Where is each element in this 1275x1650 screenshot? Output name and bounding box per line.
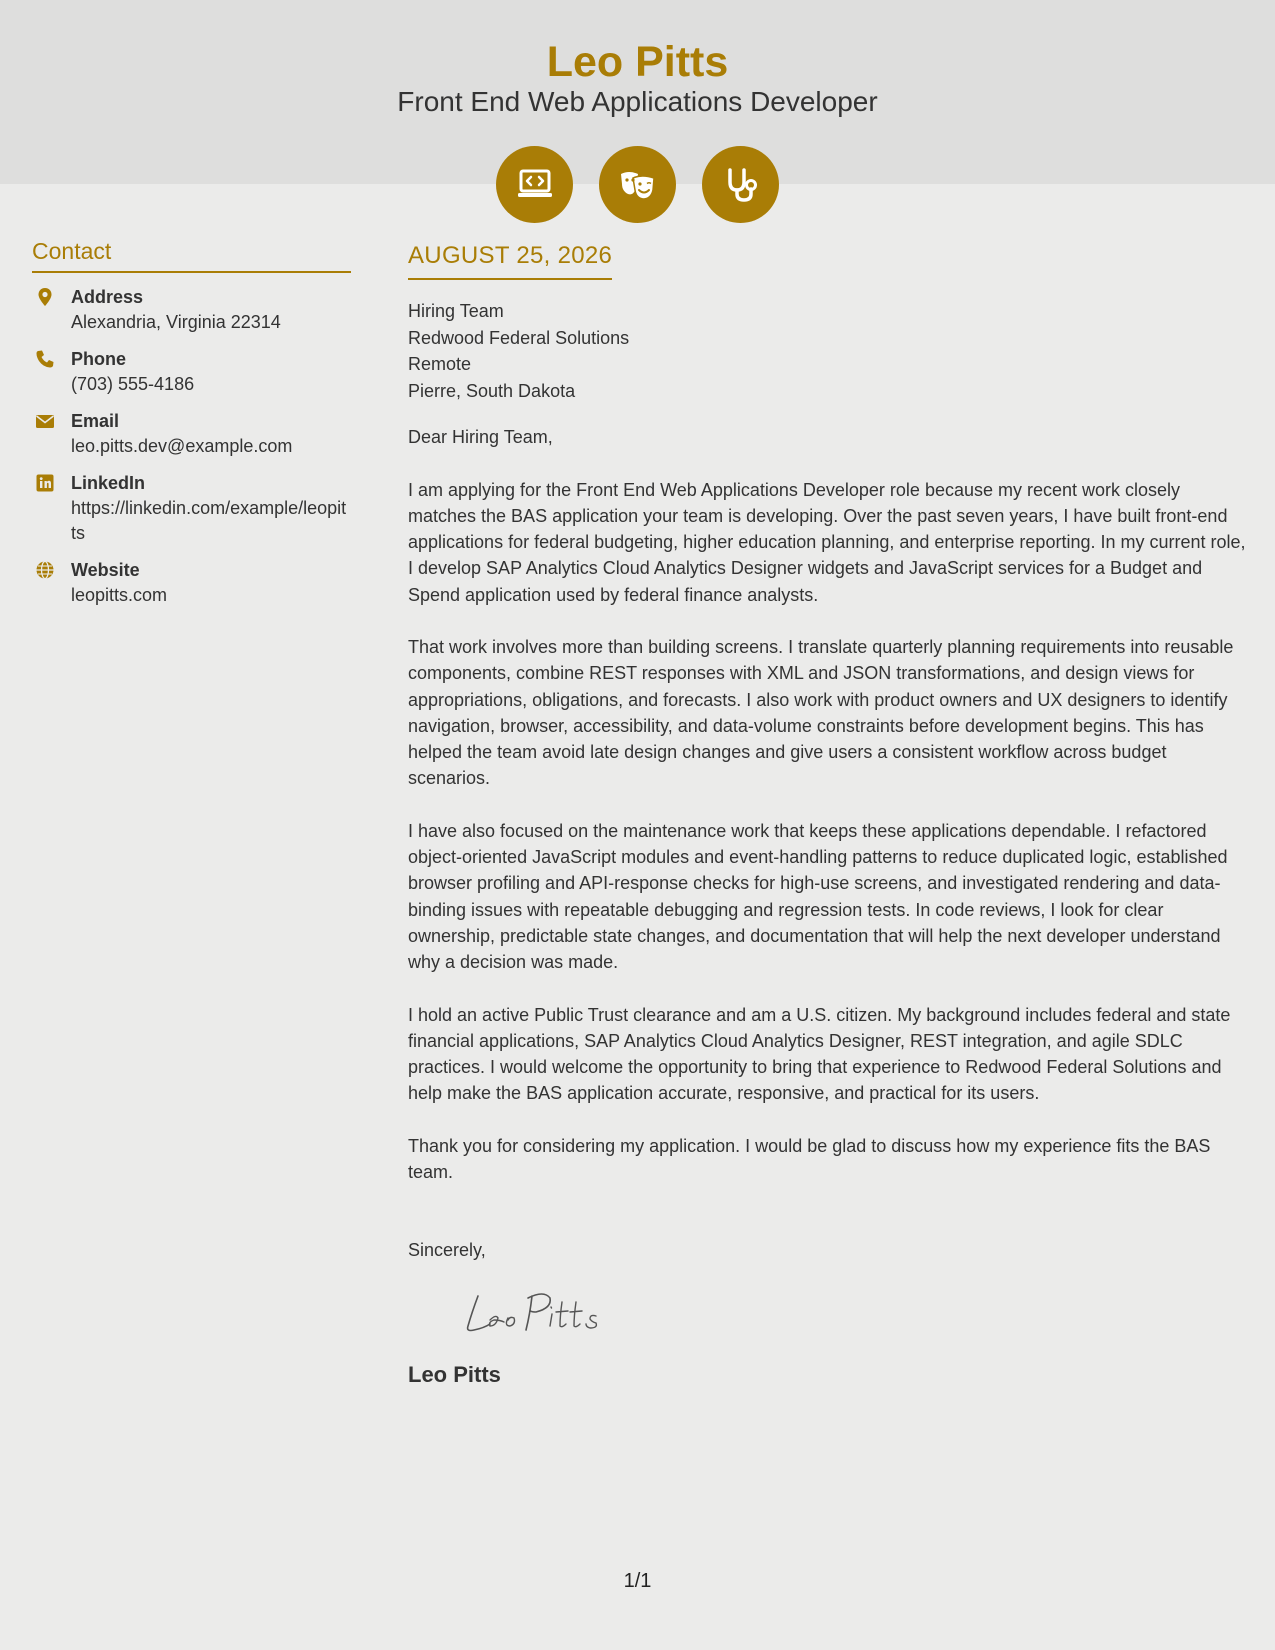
laptop-code-icon — [515, 165, 555, 205]
handwritten-signature — [460, 1284, 1253, 1340]
page-number: 1/1 — [623, 1570, 652, 1592]
candidate-name: Leo Pitts — [546, 38, 729, 86]
phone-value: (703) 555-4186 — [71, 374, 195, 394]
address-label: Address — [71, 287, 144, 307]
website-label: Website — [71, 560, 140, 580]
body-paragraph: That work involves more than building screens. I translate quarterly planning requirements into reusable components, combine REST responses with XML and JSON transformations, and design views for appropriations, obligations, and forecasts. I also work with product owners and UX designers to identify navigation, browser, accessibility, and data-volume constraints before development begins. This has helped the team avoid late design changes and give users a consistent workflow across budget scenarios. — [408, 636, 1234, 789]
theater-masks-icon — [618, 165, 658, 205]
theater-masks-circle — [599, 146, 676, 223]
contact-address — [32, 285, 351, 335]
letter-body — [408, 240, 1253, 1388]
contact-linkedin — [32, 471, 351, 546]
email-label: Email — [71, 411, 120, 431]
interest-icons — [496, 146, 779, 223]
envelope-icon — [35, 411, 55, 431]
linkedin-icon — [35, 473, 55, 493]
job-title: Front End Web Applications Developer — [397, 86, 878, 117]
contact-heading: Contact — [32, 236, 351, 273]
laptop-code-circle — [496, 146, 573, 223]
globe-icon — [35, 560, 55, 580]
recipient-line: Remote — [408, 354, 472, 374]
body-paragraph: I have also focused on the maintenance work that keeps these applications dependable. I refactored object-oriented JavaScript modules and event-handling patterns to reduce duplicated logic, established browser profiling and API-response checks for high-use screens, and investigated rendering and data-binding issues with repeatable debugging and regression tests. In code reviews, I look for clear ownership, predictable state changes, and documentation that will help the next developer understand why a decision was made. — [408, 820, 1228, 973]
phone-label: Phone — [71, 349, 127, 369]
contact-phone — [32, 347, 351, 397]
recipient-block — [408, 298, 1253, 404]
contact-email — [32, 409, 351, 459]
map-pin-icon — [35, 287, 55, 307]
recipient-line: Redwood Federal Solutions — [408, 327, 630, 348]
linkedin-value[interactable]: https://linkedin.com/example/leopitts — [71, 498, 347, 543]
address-value: Alexandria, Virginia 22314 — [71, 312, 281, 332]
recipient-line: Hiring Team — [408, 301, 504, 321]
salutation: Dear Hiring Team, — [408, 427, 553, 447]
email-value[interactable]: leo.pitts.dev@example.com — [71, 436, 293, 456]
body-paragraph: Thank you for considering my application. I would be glad to discuss how my experience fits the BAS team. — [408, 1135, 1211, 1183]
letter-date: AUGUST 25, 2026 — [408, 240, 612, 280]
contact-website — [32, 558, 351, 608]
website-value[interactable]: leopitts.com — [71, 585, 168, 605]
signer-name: Leo Pitts — [408, 1361, 501, 1387]
linkedin-label: LinkedIn — [71, 473, 146, 493]
contact-sidebar — [32, 236, 351, 608]
body-paragraph: I am applying for the Front End Web Applications Developer role because my recent work closely matches the BAS application your team is developing. Over the past seven years, I have built front-end applications for federal budgeting, higher education planning, and enterprise reporting. In my current role, I develop SAP Analytics Cloud Analytics Designer widgets and JavaScript services for a Budget and Spend application used by federal finance analysts. — [408, 479, 1246, 605]
stethoscope-circle — [702, 146, 779, 223]
recipient-line: Pierre, South Dakota — [408, 380, 576, 401]
stethoscope-icon — [721, 165, 761, 205]
closing: Sincerely, — [408, 1240, 486, 1261]
phone-icon — [35, 349, 55, 369]
body-paragraph: I hold an active Public Trust clearance and am a U.S. citizen. My background includes federal and state financial applications, SAP Analytics Cloud Analytics Designer, REST integration, and agile SDLC practices. I would welcome the opportunity to bring that experience to Redwood Federal Solutions and help make the BAS application accurate, responsive, and practical for its users. — [408, 1004, 1231, 1104]
